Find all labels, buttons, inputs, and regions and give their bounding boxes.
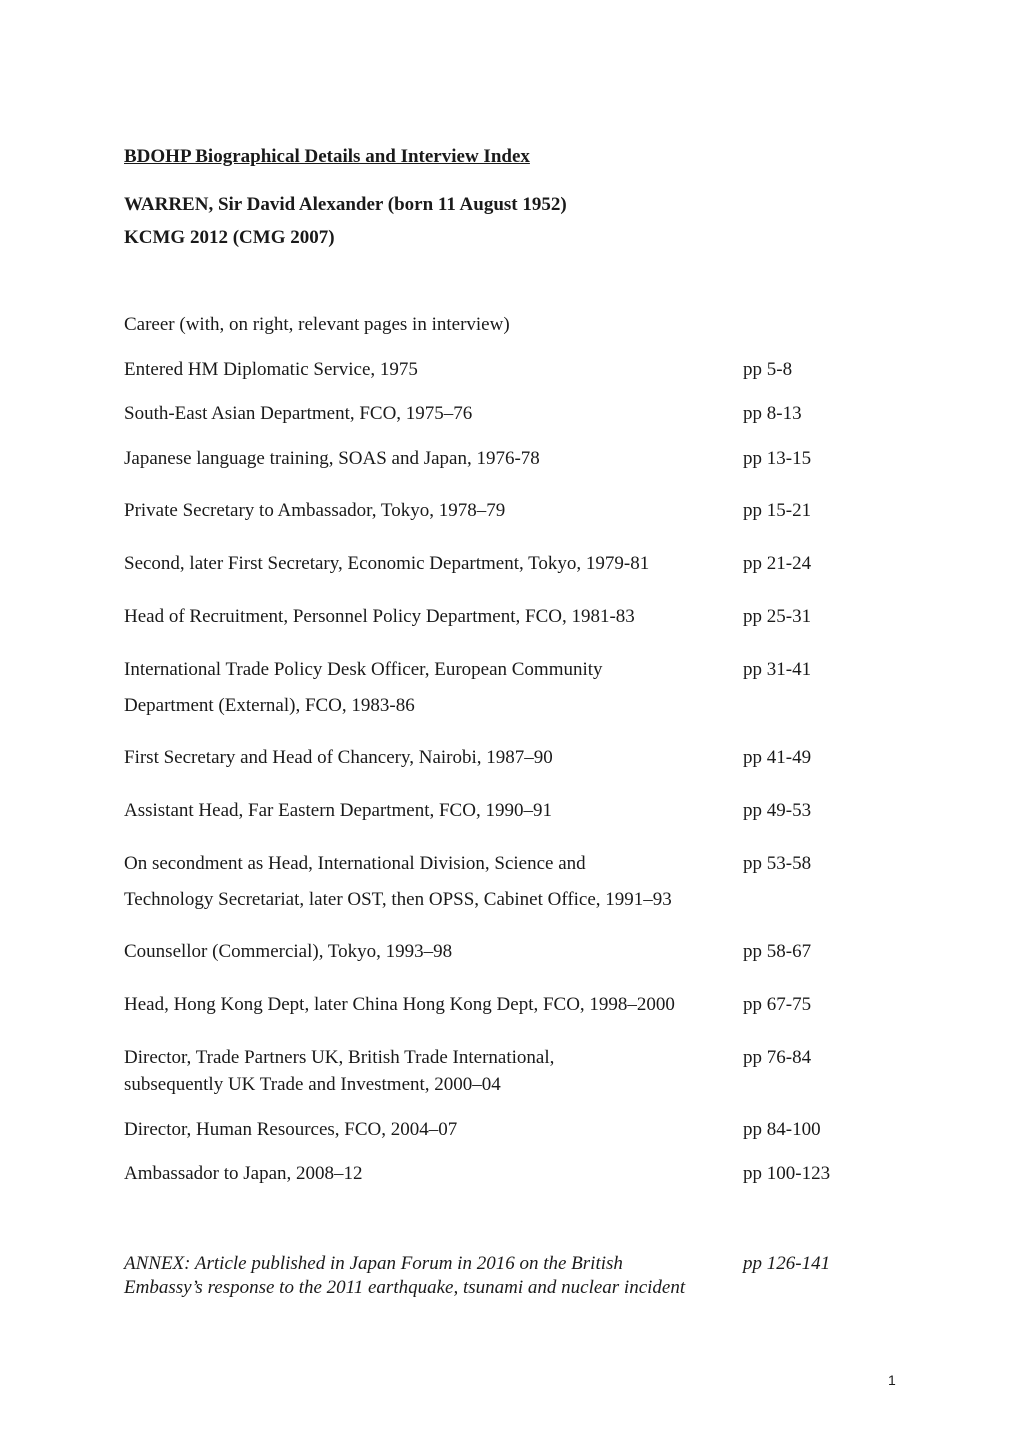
entry-title: Ambassador to Japan, 2008–12	[124, 1163, 363, 1184]
entry-pages: pp 100-123	[743, 1163, 831, 1184]
entry-pages: pp 21-24	[743, 553, 812, 574]
entry-pages: pp 25-31	[743, 606, 812, 627]
entry-title: Second, later First Secretary, Economic Department, Tokyo, 1979-81	[124, 553, 650, 574]
entry-pages: pp 67-75	[743, 994, 812, 1015]
career-intro: Career (with, on right, relevant pages in interview)	[124, 314, 510, 335]
page-number: 1	[888, 1372, 896, 1388]
entry-pages: pp 84-100	[743, 1119, 821, 1140]
entry-title: First Secretary and Head of Chancery, Nairobi, 1987–90	[124, 747, 553, 768]
entry-pages: pp 13-15	[743, 448, 812, 469]
entry-title: Assistant Head, Far Eastern Department, FCO, 1990–91	[124, 800, 552, 821]
entry-title: Head, Hong Kong Dept, later China Hong Kong Dept, FCO, 1998–2000	[124, 994, 675, 1015]
entry-pages: pp 58-67	[743, 941, 812, 962]
entry-pages: pp 31-41	[743, 659, 812, 680]
entry-title: Entered HM Diplomatic Service, 1975	[124, 359, 418, 380]
annex-title: ANNEX: Article published in Japan Forum in 2016 on the British	[124, 1253, 623, 1274]
entry-title: South-East Asian Department, FCO, 1975–76	[124, 403, 473, 424]
entry-title: Counsellor (Commercial), Tokyo, 1993–98	[124, 941, 453, 962]
entry-pages: pp 41-49	[743, 747, 812, 768]
entry-pages: pp 8-13	[743, 403, 802, 424]
entry-title: On secondment as Head, International Division, Science and	[124, 853, 586, 874]
entry-title-continued: subsequently UK Trade and Investment, 2000–04	[124, 1074, 501, 1095]
document-title: BDOHP Biographical Details and Interview Index	[124, 146, 530, 167]
entry-title-continued: Department (External), FCO, 1983-86	[124, 695, 415, 716]
entry-title: International Trade Policy Desk Officer, European Community	[124, 659, 603, 680]
annex-title-continued: Embassy’s response to the 2011 earthquake, tsunami and nuclear incident	[124, 1277, 686, 1298]
entry-title: Private Secretary to Ambassador, Tokyo, 1978–79	[124, 500, 506, 521]
entry-title: Director, Trade Partners UK, British Trade International,	[124, 1047, 555, 1068]
subject-name: WARREN, Sir David Alexander (born 11 August 1952)	[124, 194, 567, 215]
honours: KCMG 2012 (CMG 2007)	[124, 227, 335, 248]
entry-pages: pp 53-58	[743, 853, 812, 874]
entry-title: Director, Human Resources, FCO, 2004–07	[124, 1119, 458, 1140]
entry-pages: pp 49-53	[743, 800, 812, 821]
annex-pages: pp 126-141	[743, 1253, 831, 1274]
entry-title: Head of Recruitment, Personnel Policy Department, FCO, 1981-83	[124, 606, 635, 627]
entry-pages: pp 5-8	[743, 359, 793, 380]
entry-pages: pp 76-84	[743, 1047, 812, 1068]
entry-title: Japanese language training, SOAS and Japan, 1976-78	[124, 448, 540, 469]
entry-title-continued: Technology Secretariat, later OST, then OPSS, Cabinet Office, 1991–93	[124, 889, 672, 910]
entry-pages: pp 15-21	[743, 500, 812, 521]
